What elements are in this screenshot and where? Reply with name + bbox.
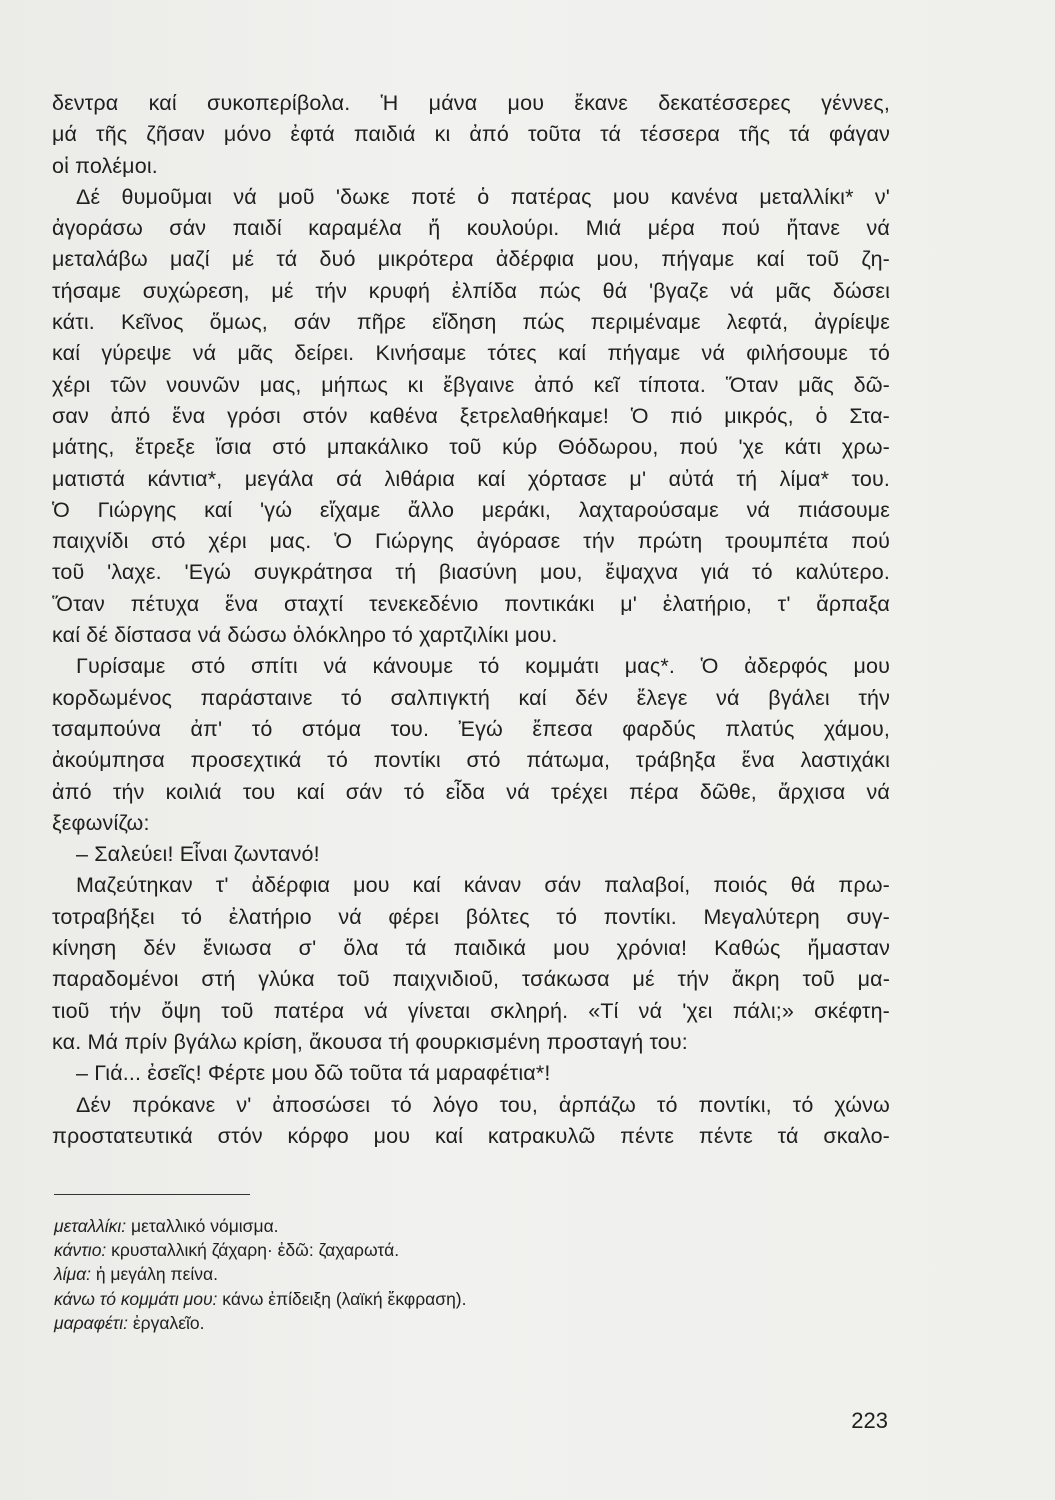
text-line: ἀκούμπησα προσεχτικά τό ποντίκι στό πάτωμα, τράβηξα ἕνα λαστιχάκι [52, 748, 890, 773]
text-line: – Σαλεύει! Εἶναι ζωντανό! [76, 842, 320, 867]
footnotes [54, 1214, 754, 1335]
text-line: δεντρα καί συκοπερίβολα. Ἡ μάνα μου ἔκανε δεκατέσσερες γέννες, [52, 91, 890, 115]
footnote-definition: κρυσταλλική ζάχαρη· ἐδῶ: ζαχαρωτά. [111, 1240, 400, 1261]
text-line: – Γιά... ἐσεῖς! Φέρτε μου δῶ τοῦτα τά μαραφέτια*! [76, 1061, 551, 1086]
footnote-definition: ἡ μεγάλη πείνα. [95, 1264, 218, 1285]
text-line: Ὅταν πέτυχα ἕνα σταχτί τενεκεδένιο ποντικάκι μ' ἐλατήριο, τ' ἅρπαξα [52, 591, 890, 616]
footnote-definition: μεταλλικό νόμισμα. [131, 1216, 279, 1236]
text-line: σαν ἀπό ἕνα γρόσι στόν καθένα ξετρελαθήκαμε! Ὁ πιό μικρός, ὁ Στα- [52, 403, 890, 428]
footnote-definition: ἐργαλεῖο. [132, 1312, 205, 1333]
footnote [54, 1238, 754, 1262]
text-line: ματιστά κάντια*, μεγάλα σά λιθάρια καί χόρτασε μ' αὐτά τή λίμα* του. [52, 466, 890, 491]
footnote [54, 1262, 754, 1286]
text-line: οἱ πολέμοι. [52, 153, 158, 178]
text-line: ἀγοράσω σάν παιδί καραμέλα ἤ κουλούρι. Μιά μέρα πού ἤτανε νά [52, 216, 890, 241]
text-line: τήσαμε συχώρεση, μέ τήν κρυφή ἐλπίδα πώς θά 'βγαζε νά μᾶς δώσει [52, 278, 890, 303]
main-text [52, 88, 890, 1152]
text-line: ἀπό τήν κοιλιά του καί σάν τό εἶδα νά τρέχει πέρα δῶθε, ἄρχισα νά [52, 779, 890, 804]
text-line: κορδωμένος παράσταινε τό σαλπιγκτή καί δέν ἔλεγε νά βγάλει τήν [52, 685, 890, 710]
text-line: μά τῆς ζῆσαν μόνο ἐφτά παιδιά κι ἀπό τοῦτα τά τέσσερα τῆς τά φάγαν [52, 122, 890, 147]
text-line: καί γύρεψε νά μᾶς δείρει. Κινήσαμε τότες καί πήγαμε νά φιλήσουμε τό [52, 341, 890, 366]
footnote-definition: κάνω ἐπίδειξη (λαϊκή ἔκφραση). [222, 1288, 467, 1309]
text-line: χέρι τῶν νουνῶν μας, μήπως κι ἔβγαινε ἀπό κεῖ τίποτα. Ὅταν μᾶς δῶ- [52, 372, 890, 397]
text-line: καί δέ δίστασα νά δώσω ὁλόκληρο τό χαρτζιλίκι μου. [52, 623, 558, 648]
text-line: Δέ θυμοῦμαι νά μοῦ 'δωκε ποτέ ὁ πατέρας μου κανένα μεταλλίκι* ν' [76, 184, 890, 209]
text-line: μάτης, ἔτρεξε ἴσια στό μπακάλικο τοῦ κύρ Θόδωρου, πού 'χε κάτι χρω- [52, 435, 890, 460]
text-line: παραδομένοι στή γλύκα τοῦ παιχνιδιοῦ, τσάκωσα μέ τήν ἄκρη τοῦ μα- [52, 967, 890, 992]
footnote-separator [54, 1194, 250, 1195]
footnote [54, 1287, 754, 1311]
text-line: κίνηση δέν ἔνιωσα σ' ὅλα τά παιδικά μου χρόνια! Καθώς ἤμασταν [52, 936, 890, 961]
text-line: μεταλάβω μαζί μέ τά δυό μικρότερα ἀδέρφια μου, πήγαμε καί τοῦ ζη- [52, 247, 890, 272]
footnote-term: λίμα: [54, 1264, 91, 1285]
page-number: 223 [851, 1408, 888, 1433]
text-line: ξεφωνίζω: [52, 810, 150, 835]
footnote [54, 1214, 754, 1238]
text-line: Μαζεύτηκαν τ' ἀδέρφια μου καί κάναν σάν παλαβοί, ποιός θά πρω- [76, 873, 890, 898]
footnote-term: κάντιο: [54, 1240, 107, 1261]
text-line: τοτραβήξει τό ἐλατήριο νά φέρει βόλτες τό ποντίκι. Μεγαλύτερη συγ- [52, 904, 890, 929]
text-line: κάτι. Κεῖνος ὅμως, σάν πῆρε εἴδηση πώς περιμέναμε λεφτά, ἀγρίεψε [52, 310, 890, 335]
text-line: τσαμπούνα ἀπ' τό στόμα του. Ἐγώ ἔπεσα φαρδύς πλατύς χάμου, [52, 716, 890, 741]
footnote-term: μαραφέτι: [54, 1312, 128, 1333]
footnote-term: κάνω τό κομμάτι μου: [54, 1288, 218, 1309]
text-line: παιχνίδι στό χέρι μας. Ὁ Γιώργης ἀγόρασε τήν πρώτη τρουμπέτα πού [52, 529, 890, 554]
footnote-term: μεταλλίκι: [54, 1216, 127, 1236]
footnote [54, 1311, 754, 1335]
text-line: τιοῦ τήν ὄψη τοῦ πατέρα νά γίνεται σκληρή. «Τί νά 'χει πάλι;» σκέφτη- [52, 998, 890, 1023]
text-line: κα. Μά πρίν βγάλω κρίση, ἄκουσα τή φουρκισμένη προσταγή του: [52, 1029, 688, 1054]
text-line: προστατευτικά στόν κόρφο μου καί κατρακυλῶ πέντε πέντε τά σκαλο- [52, 1123, 890, 1148]
text-line: Γυρίσαμε στό σπίτι νά κάνουμε τό κομμάτι μας*. Ὁ ἀδερφός μου [76, 654, 890, 679]
text-line: Ὁ Γιώργης καί 'γώ εἴχαμε ἄλλο μεράκι, λαχταρούσαμε νά πιάσουμε [52, 497, 890, 522]
text-line: τοῦ 'λαχε. 'Εγώ συγκράτησα τή βιασύνη μου, ἔψαχνα γιά τό καλύτερο. [52, 560, 890, 585]
text-line: Δέν πρόκανε ν' ἀποσώσει τό λόγο του, ἁρπάζω τό ποντίκι, τό χώνω [76, 1092, 890, 1117]
